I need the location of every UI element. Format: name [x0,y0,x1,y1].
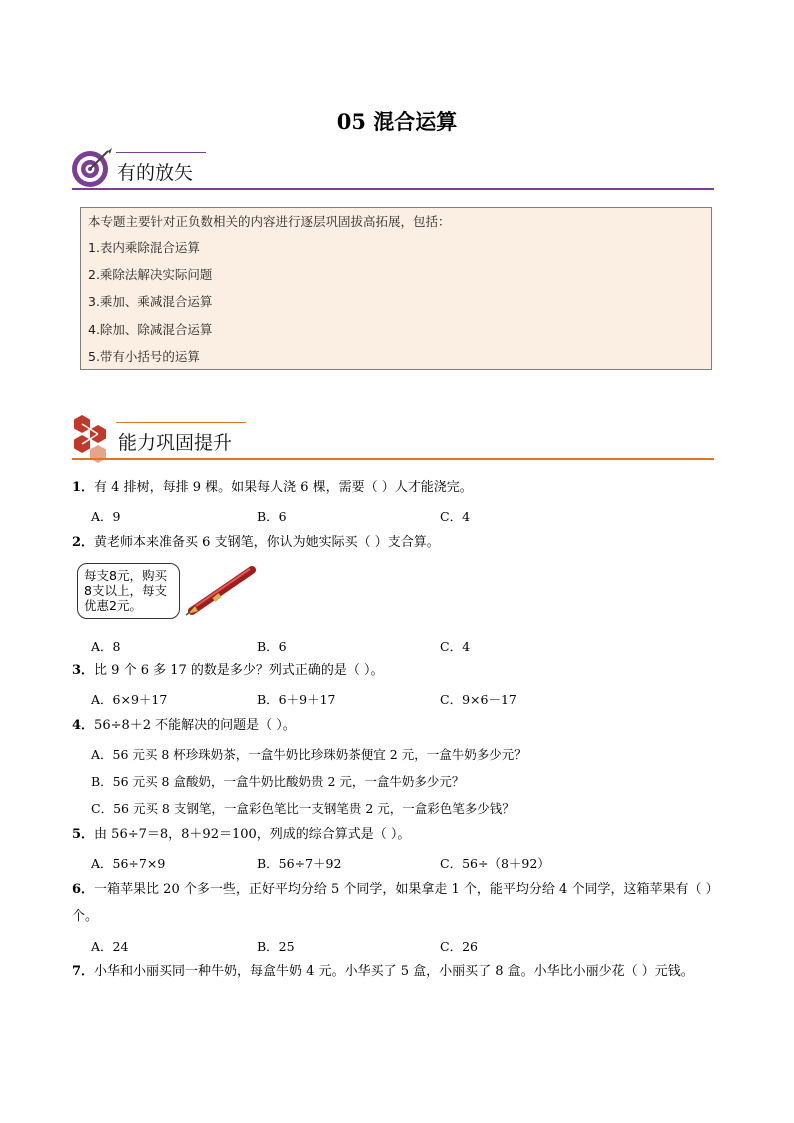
bubble-line: 优惠2元。 [84,598,142,613]
summary-item: 1.表内乘除混合运算 [88,240,200,255]
option-a[interactable]: A．6×9＋17 [91,692,168,707]
speech-bubble [77,563,180,619]
question-text: 有 4 排树，每排 9 棵。如果每人浇 6 棵，需要（ ）人才能浇完。 [94,480,473,495]
option-a[interactable]: A．8 [91,639,121,654]
option-b[interactable]: B．56÷7＋92 [257,856,342,871]
section-title-practice: 能力巩固提升 [118,432,233,454]
option-a[interactable]: A．9 [91,509,121,524]
option-c[interactable]: C．4 [440,639,471,654]
divider [72,458,714,460]
bubble-line: 每支8元，购买 [84,568,167,583]
question-text: 小华和小丽买同一种牛奶，每盒牛奶 4 元。小华买了 5 盒，小丽买了 8 盒。小华比小丽少花（ ）元钱。 [94,964,694,979]
divider [72,188,714,190]
fountain-pen-icon [184,564,258,616]
summary-item: 4.除加、除减混合运算 [88,322,213,337]
question-number: 6． [72,882,95,897]
option-a[interactable]: A．56÷7×9 [91,856,166,871]
option-a[interactable]: A．56 元买 8 杯珍珠奶茶，一盒牛奶比珍珠奶茶便宜 2 元，一盒牛奶多少元？ [91,747,527,762]
bubble-line: 8支以上，每支 [84,583,167,598]
option-c[interactable]: C．4 [440,509,471,524]
question-1 [72,479,473,497]
summary-item: 5.带有小括号的运算 [88,349,200,364]
option-c[interactable]: C．26 [440,939,478,954]
summary-intro: 本专题主要针对正负数相关的内容进行逐层巩固拔高拓展，包括： [88,214,451,229]
target-icon [70,146,114,190]
page-title: 05 混合运算 [336,109,458,134]
question-number: 2． [72,535,95,550]
question-2 [72,534,440,552]
question-number: 7． [72,964,95,979]
question-text: 由 56÷7＝8，8＋92＝100，列成的综合算式是（ ）。 [94,827,411,842]
option-a[interactable]: A．24 [91,939,129,954]
option-b[interactable]: B．6 [257,639,287,654]
option-c[interactable]: C．56 元买 8 支钢笔，一盒彩色笔比一支钢笔贵 2 元，一盒彩色笔多少钱？ [91,801,515,816]
question-text: 一箱苹果比 20 个多一些，正好平均分给 5 个同学，如果拿走 1 个，能平均分给 4 个同学，这箱苹果有（ ）个。 [72,882,719,924]
question-7 [72,958,722,985]
option-c[interactable]: C．9×6－17 [440,692,517,707]
option-b[interactable]: B．6 [257,509,287,524]
question-number: 5． [72,827,95,842]
question-number: 1． [72,480,95,495]
section-title-objectives: 有的放矢 [117,162,194,184]
question-3 [72,662,384,680]
summary-box [80,207,712,370]
question-text: 黄老师本来准备买 6 支钢笔，你认为她实际买（ ）支合算。 [94,535,440,550]
option-b[interactable]: B．25 [257,939,295,954]
question-text: 比 9 个 6 多 17 的数是多少？列式正确的是（ ）。 [94,663,384,678]
option-b[interactable]: B．6＋9＋17 [257,692,336,707]
question-4 [72,717,296,735]
option-c[interactable]: C．56÷（8＋92） [440,856,550,871]
question-5 [72,826,410,844]
option-b[interactable]: B．56 元买 8 盒酸奶，一盒牛奶比酸奶贵 2 元，一盒牛奶多少元？ [91,774,465,789]
question-6 [72,876,722,930]
summary-item: 3.乘加、乘减混合运算 [88,294,213,309]
question-number: 3． [72,663,95,678]
question-number: 4． [72,718,95,733]
summary-item: 2.乘除法解决实际问题 [88,267,213,282]
question-text: 56÷8＋2 不能解决的问题是（ ）。 [94,718,296,733]
